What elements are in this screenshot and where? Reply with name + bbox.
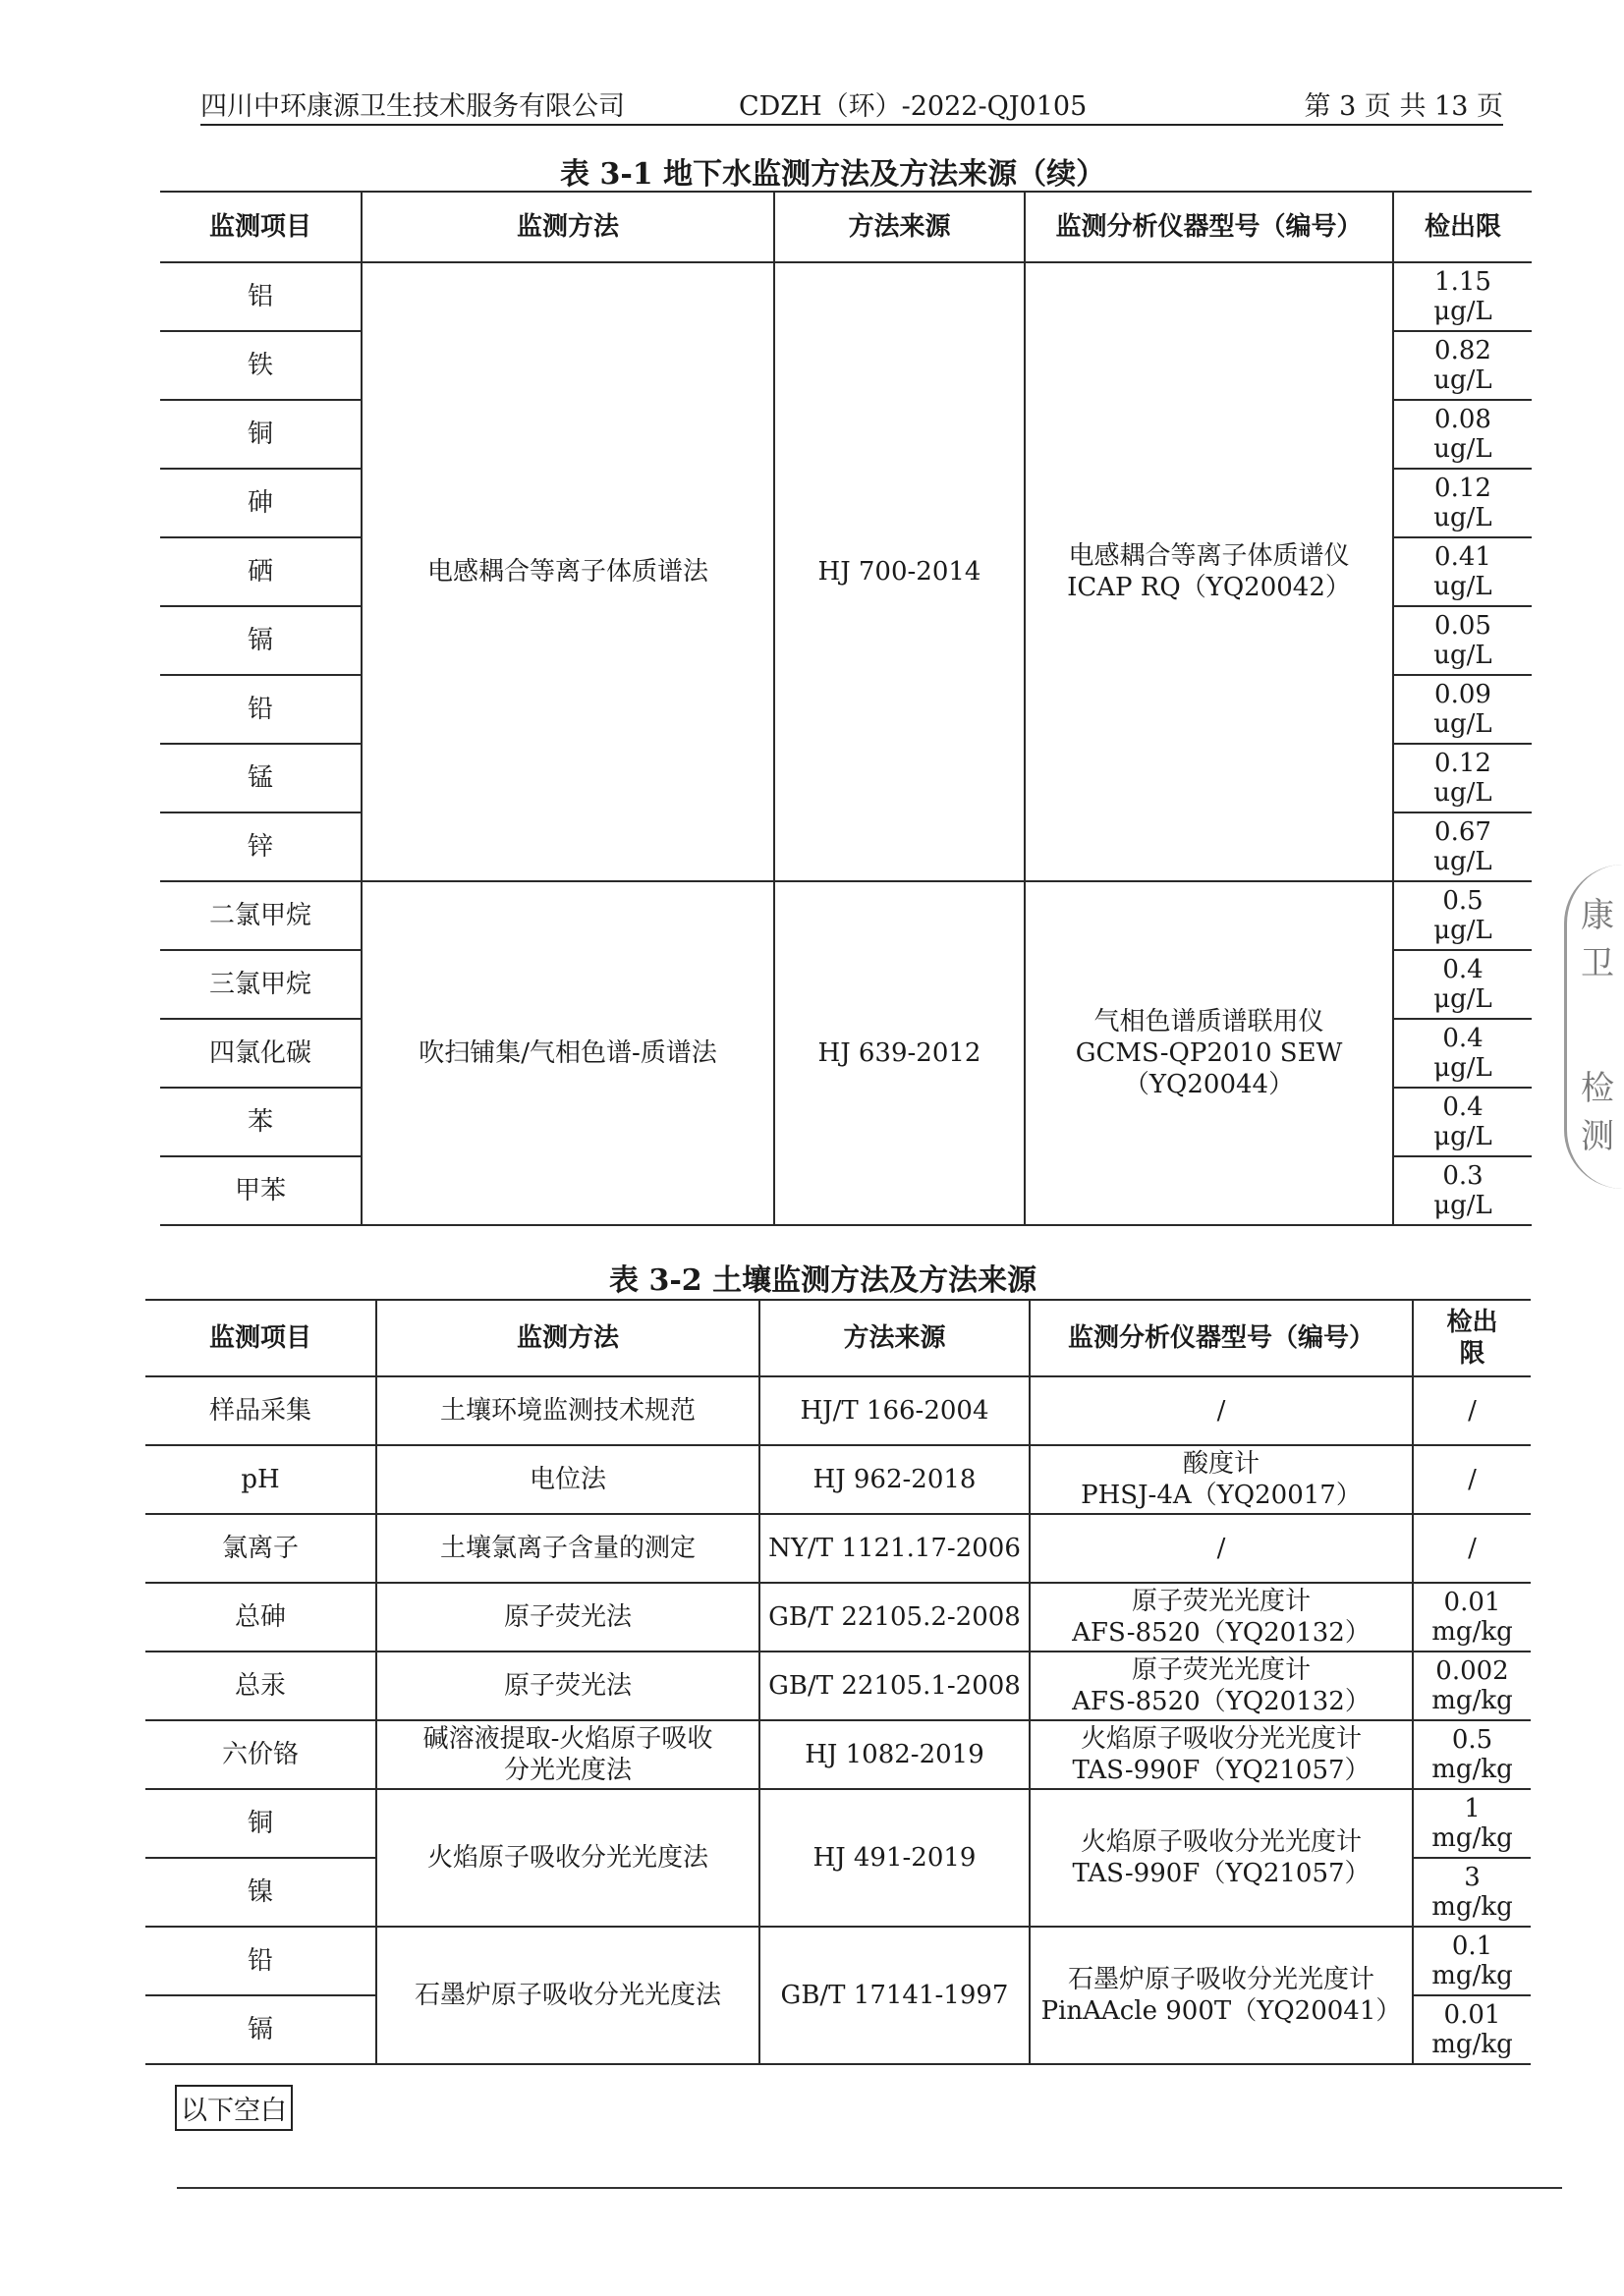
detection-limit-cell: / [1413,1445,1531,1514]
item-cell: 铜 [160,400,362,469]
col-limit-header: 检出 限 [1413,1300,1531,1376]
item-cell: 苯 [160,1088,362,1156]
seal-text: 康卫 [1581,896,1614,983]
item-cell: 镉 [160,606,362,675]
item-cell: 氯离子 [145,1514,376,1583]
table1-caption: 表 3-1 地下水监测方法及方法来源（续） [560,157,1106,192]
item-cell: 镍 [145,1858,376,1927]
col-instrument-header: 监测分析仪器型号（编号） [1030,1300,1413,1376]
table-row [145,1445,1531,1514]
instrument-cell: 原子荧光光度计 AFS-8520（YQ20132） [1030,1652,1413,1720]
item-cell: 三氯甲烷 [160,950,362,1019]
end-of-content-note: 以下空白 [175,2085,293,2131]
instrument-cell: 酸度计 PHSJ-4A（YQ20017） [1030,1445,1413,1514]
item-cell: 砷 [160,469,362,537]
page-seal [1564,865,1624,1189]
instrument-cell: 电感耦合等离子体质谱仪 ICAP RQ（YQ20042） [1025,262,1393,881]
item-cell: 铅 [160,675,362,744]
item-cell: 六价铬 [145,1720,376,1789]
table-row [145,1652,1531,1720]
table-row [145,1720,1531,1789]
page-number: 第 3 页 共 13 页 [1304,91,1503,122]
detection-limit-cell: 0.05 ug/L [1393,606,1532,675]
detection-limit-cell: / [1413,1376,1531,1445]
item-cell: 铅 [145,1927,376,1995]
source-cell: NY/T 1121.17-2006 [759,1514,1030,1583]
table-row [145,1583,1531,1652]
item-cell: 硒 [160,537,362,606]
instrument-cell: 气相色谱质谱联用仪 GCMS-QP2010 SEW （YQ20044） [1025,881,1393,1225]
detection-limit-cell: 0.002 mg/kg [1413,1652,1531,1720]
table-row [145,1927,1531,1995]
source-cell: HJ 491-2019 [759,1789,1030,1927]
detection-limit-cell: 0.12 ug/L [1393,469,1532,537]
instrument-cell: 火焰原子吸收分光光度计 TAS-990F（YQ21057） [1030,1789,1413,1927]
detection-limit-cell: 0.01 mg/kg [1413,1995,1531,2064]
item-cell: 锰 [160,744,362,812]
detection-limit-cell: 0.3 μg/L [1393,1156,1532,1225]
detection-limit-cell: 0.09 ug/L [1393,675,1532,744]
method-cell: 原子荧光法 [376,1583,759,1652]
table-row [160,262,1532,331]
item-cell: 镉 [145,1995,376,2064]
item-cell: 铝 [160,262,362,331]
item-cell: 铜 [145,1789,376,1858]
item-cell: 总砷 [145,1583,376,1652]
source-cell: HJ 962-2018 [759,1445,1030,1514]
detection-limit-cell: 0.08 ug/L [1393,400,1532,469]
detection-limit-cell: 0.4 μg/L [1393,950,1532,1019]
table2-caption: 表 3-2 土壤监测方法及方法来源 [609,1263,1037,1298]
source-cell: GB/T 22105.2-2008 [759,1583,1030,1652]
source-cell: HJ 1082-2019 [759,1720,1030,1789]
instrument-cell: / [1030,1514,1413,1583]
method-cell: 石墨炉原子吸收分光光度法 [376,1927,759,2064]
method-cell: 土壤环境监测技术规范 [376,1376,759,1445]
col-instrument-header: 监测分析仪器型号（编号） [1025,192,1393,262]
detection-limit-cell: 0.1 mg/kg [1413,1927,1531,1995]
detection-limit-cell: 0.01 mg/kg [1413,1583,1531,1652]
table-row [145,1376,1531,1445]
detection-limit-cell: 0.4 μg/L [1393,1088,1532,1156]
col-item-header: 监测项目 [160,192,362,262]
detection-limit-cell: 0.12 ug/L [1393,744,1532,812]
item-cell: 四氯化碳 [160,1019,362,1088]
instrument-cell: 原子荧光光度计 AFS-8520（YQ20132） [1030,1583,1413,1652]
method-cell: 火焰原子吸收分光光度法 [376,1789,759,1927]
method-cell: 吹扫铺集/气相色谱-质谱法 [362,881,774,1225]
col-item-header: 监测项目 [145,1300,376,1376]
table-header-row [160,192,1532,262]
company-name: 四川中环康源卫生技术服务有限公司 [200,91,625,122]
table-row [145,1789,1531,1858]
detection-limit-cell: 0.4 μg/L [1393,1019,1532,1088]
detection-limit-cell: 0.82 ug/L [1393,331,1532,400]
detection-limit-cell: 0.41 ug/L [1393,537,1532,606]
method-cell: 原子荧光法 [376,1652,759,1720]
source-cell: HJ 700-2014 [774,262,1025,881]
page-header [200,79,1503,126]
detection-limit-cell: 0.67 ug/L [1393,812,1532,881]
table-header-row [145,1300,1531,1376]
instrument-cell: / [1030,1376,1413,1445]
table-row [160,881,1532,950]
method-cell: 土壤氯离子含量的测定 [376,1514,759,1583]
item-cell: 总汞 [145,1652,376,1720]
report-code: CDZH（环）-2022-QJ0105 [739,91,1088,122]
detection-limit-cell: 1.15 μg/L [1393,262,1532,331]
instrument-cell: 火焰原子吸收分光光度计 TAS-990F（YQ21057） [1030,1720,1413,1789]
method-cell: 碱溶液提取-火焰原子吸收 分光光度法 [376,1720,759,1789]
footer-divider [177,2187,1562,2189]
seal-text: 检测 [1581,1069,1614,1156]
item-cell: pH [145,1445,376,1514]
col-method-header: 监测方法 [362,192,774,262]
method-cell: 电位法 [376,1445,759,1514]
item-cell: 二氯甲烷 [160,881,362,950]
groundwater-method-table [160,191,1532,1226]
instrument-cell: 石墨炉原子吸收分光光度计 PinAAcle 900T（YQ20041） [1030,1927,1413,2064]
detection-limit-cell: 0.5 μg/L [1393,881,1532,950]
soil-method-table [145,1299,1531,2065]
col-source-header: 方法来源 [759,1300,1030,1376]
detection-limit-cell: / [1413,1514,1531,1583]
detection-limit-cell: 1 mg/kg [1413,1789,1531,1858]
item-cell: 样品采集 [145,1376,376,1445]
detection-limit-cell: 0.5 mg/kg [1413,1720,1531,1789]
item-cell: 锌 [160,812,362,881]
method-cell: 电感耦合等离子体质谱法 [362,262,774,881]
source-cell: HJ 639-2012 [774,881,1025,1225]
source-cell: GB/T 22105.1-2008 [759,1652,1030,1720]
table-row [145,1514,1531,1583]
col-method-header: 监测方法 [376,1300,759,1376]
source-cell: HJ/T 166-2004 [759,1376,1030,1445]
col-source-header: 方法来源 [774,192,1025,262]
source-cell: GB/T 17141-1997 [759,1927,1030,2064]
item-cell: 铁 [160,331,362,400]
col-limit-header: 检出限 [1393,192,1532,262]
item-cell: 甲苯 [160,1156,362,1225]
detection-limit-cell: 3 mg/kg [1413,1858,1531,1927]
